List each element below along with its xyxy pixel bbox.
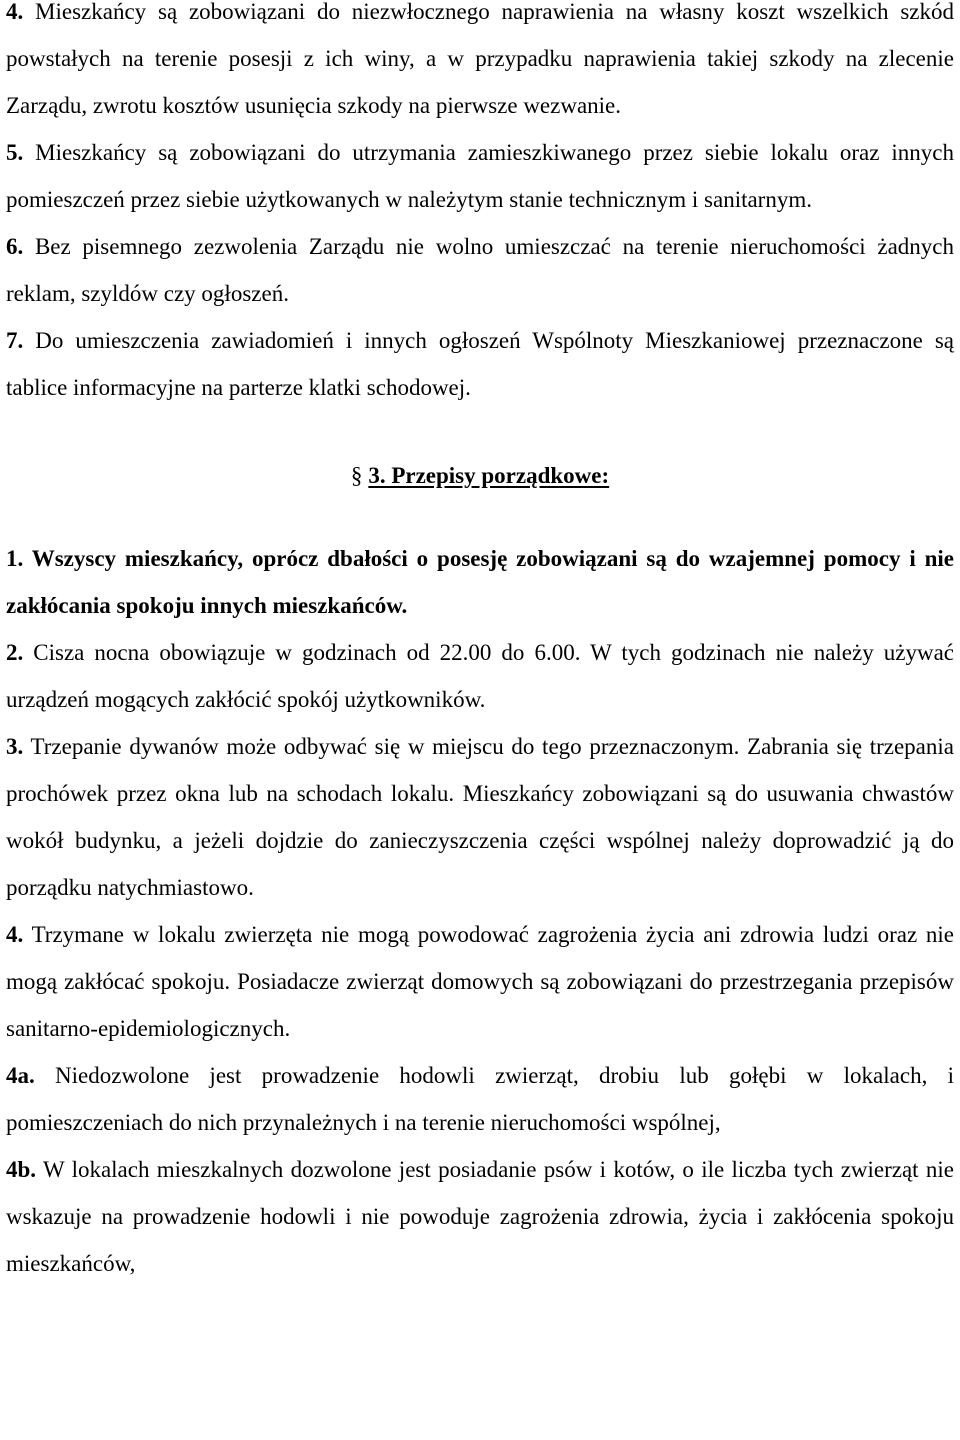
paragraph-number: 4.: [6, 0, 24, 24]
paragraph-text: W lokalach mieszkalnych dozwolone jest posiadanie psów i kotów, o ile liczba tych zwierząt nie wskazuje na prowadzenie hodowli i nie powoduje zagrożenia zdrowia, życia i zakłócenia spokoju mieszkańców,: [6, 1157, 954, 1276]
paragraph-4: [6, 0, 954, 129]
paragraph-text: Wszyscy mieszkańcy, oprócz dbałości o posesję zobowiązani są do wzajemnej pomocy i nie zakłócania spokoju innych mieszkańców.: [6, 546, 954, 618]
rule-4: [6, 911, 954, 1052]
rule-4b: [6, 1146, 954, 1287]
paragraph-text: Do umieszczenia zawiadomień i innych ogłoszeń Wspólnoty Mieszkaniowej przeznaczone są tablice informacyjne na parterze klatki schodowej.: [6, 328, 954, 400]
paragraph-5: [6, 129, 954, 223]
rule-4a: [6, 1052, 954, 1146]
paragraph-number: 6.: [6, 234, 24, 259]
paragraph-number: 2.: [6, 640, 24, 665]
paragraph-number: 7.: [6, 328, 24, 353]
rule-2: [6, 629, 954, 723]
paragraph-number: 4a.: [6, 1063, 35, 1088]
paragraph-number: 4b.: [6, 1157, 37, 1182]
paragraph-number: 1.: [6, 546, 24, 571]
section-sign: §: [350, 463, 363, 488]
paragraph-text: Mieszkańcy są zobowiązani do utrzymania zamieszkiwanego przez siebie lokalu oraz innych pomieszczeń przez siebie użytkowanych w należytym stanie technicznym i sanitarnym.: [6, 140, 954, 212]
paragraph-6: [6, 223, 954, 317]
paragraph-number: 5.: [6, 140, 24, 165]
paragraph-7: [6, 317, 954, 411]
paragraph-text: Mieszkańcy są zobowiązani do niezwłocznego naprawienia na własny koszt wszelkich szkód powstałych na terenie posesji z ich winy, a w przypadku naprawienia takiej szkody na zlecenie Zarządu, zwrotu kosztów usunięcia szkody na pierwsze wezwanie.: [6, 0, 954, 118]
paragraph-text: Bez pisemnego zezwolenia Zarządu nie wolno umieszczać na terenie nieruchomości żadnych reklam, szyldów czy ogłoszeń.: [6, 234, 954, 306]
paragraph-number: 3.: [6, 734, 24, 759]
rule-1: [6, 535, 954, 629]
paragraph-text: Trzymane w lokalu zwierzęta nie mogą powodować zagrożenia życia ani zdrowia ludzi oraz nie mogą zakłócać spokoju. Posiadacze zwierząt domowych są zobowiązani do przestrzegania przepisów sanitarno-epidemiologicznych.: [6, 922, 954, 1041]
paragraph-text: Trzepanie dywanów może odbywać się w miejscu do tego przeznaczonym. Zabrania się trzepania prochówek przez okna lub na schodach lokalu. Mieszkańcy zobowiązani są do usuwania chwastów wokół budynku, a jeżeli dojdzie do zanieczyszczenia części wspólnej należy doprowadzić ją do porządku natychmiastowo.: [6, 734, 954, 900]
regulation-document: [6, 0, 954, 1287]
paragraph-text: Cisza nocna obowiązuje w godzinach od 22.00 do 6.00. W tych godzinach nie należy używać urządzeń mogących zakłócić spokój użytkowników.: [6, 640, 954, 712]
paragraph-text: Niedozwolone jest prowadzenie hodowli zwierząt, drobiu lub gołębi w lokalach, i pomieszczeniach do nich przynależnych i na terenie nieruchomości wspólnej,: [6, 1063, 954, 1135]
section-heading: [6, 452, 954, 499]
rule-3: [6, 723, 954, 911]
paragraph-number: 4.: [6, 922, 24, 947]
section-title: 3. Przepisy porządkowe:: [368, 463, 610, 488]
